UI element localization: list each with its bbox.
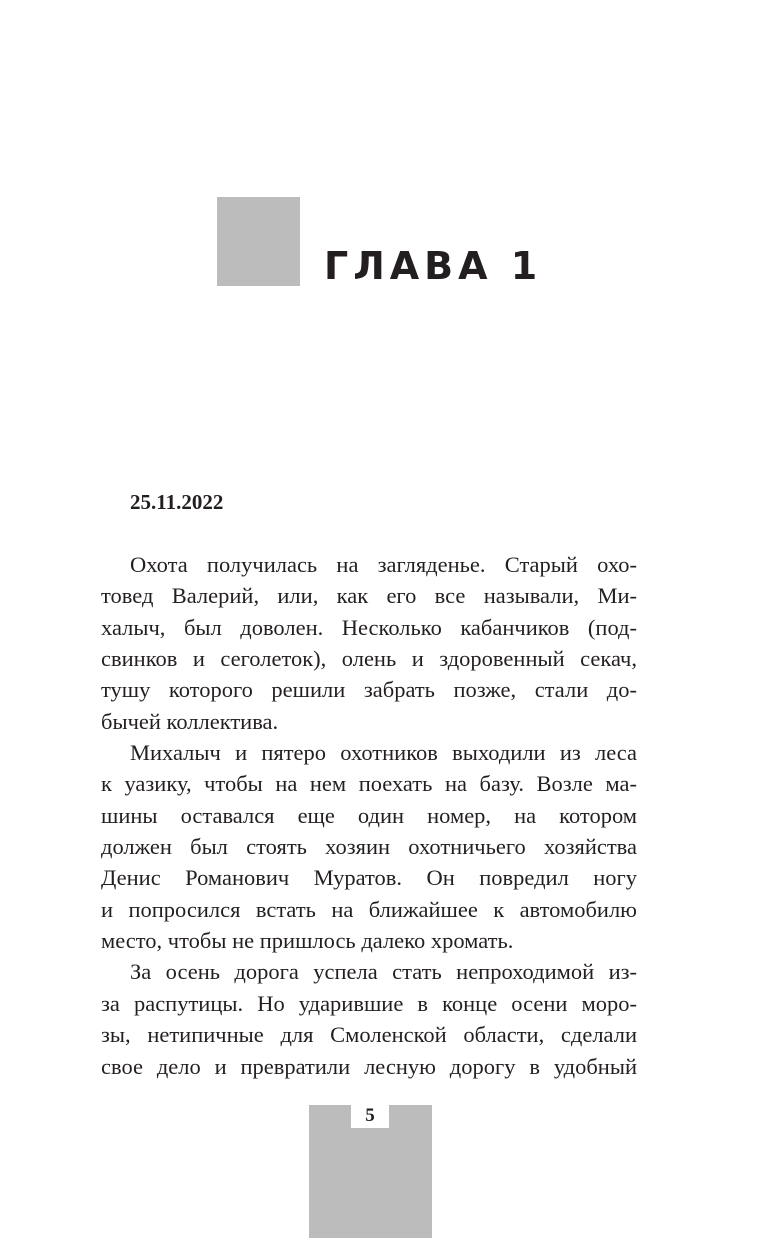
entry-date: 25.11.2022 — [130, 490, 224, 514]
paragraph-1 — [101, 549, 637, 737]
text-line: свинков и сеголеток), олень и здоровенный секач, — [101, 646, 637, 672]
text-line: халыч, был доволен. Несколько кабанчиков (под- — [101, 614, 637, 640]
page-number: 5 — [365, 1105, 375, 1126]
paragraph-3 — [101, 956, 637, 1081]
text-line: и попросился встать на ближайшее к автомобилю — [101, 896, 637, 922]
text-line: Денис Романович Муратов. Он повредил ногу — [101, 865, 637, 891]
text-line: тушу которого решили забрать позже, стали до- — [101, 677, 637, 703]
paragraph-2 — [101, 737, 637, 956]
text-line: шины оставался еще один номер, на котором — [101, 802, 637, 828]
body-text — [101, 549, 637, 1082]
text-line: к уазику, чтобы на нем поехать на базу. Возле ма- — [101, 771, 637, 797]
page-number-notch — [351, 1105, 389, 1128]
text-line: бычей коллектива. — [101, 708, 279, 734]
page-number-block — [309, 1105, 432, 1238]
chapter-title: ГЛАВА 1 — [324, 244, 543, 288]
text-line: Охота получилась на загляденье. Старый охо- — [130, 552, 637, 577]
text-line: свое дело и превратили лесную дорогу в удобный — [101, 1053, 637, 1079]
text-line: Михалыч и пятеро охотников выходили из леса — [130, 740, 637, 766]
text-line: товед Валерий, или, как его все называли, Ми- — [101, 583, 637, 609]
text-line: должен был стоять хозяин охотничьего хозяйства — [101, 834, 637, 860]
text-line: за распутицы. Но ударившие в конце осени моро- — [101, 990, 637, 1016]
text-line: зы, нетипичные для Смоленской области, сделали — [101, 1022, 637, 1048]
text-line: место, чтобы не пришлось далеко хромать. — [101, 928, 514, 954]
chapter-decor-square — [217, 197, 300, 286]
text-line: За осень дорога успела стать непроходимой из- — [130, 959, 637, 985]
